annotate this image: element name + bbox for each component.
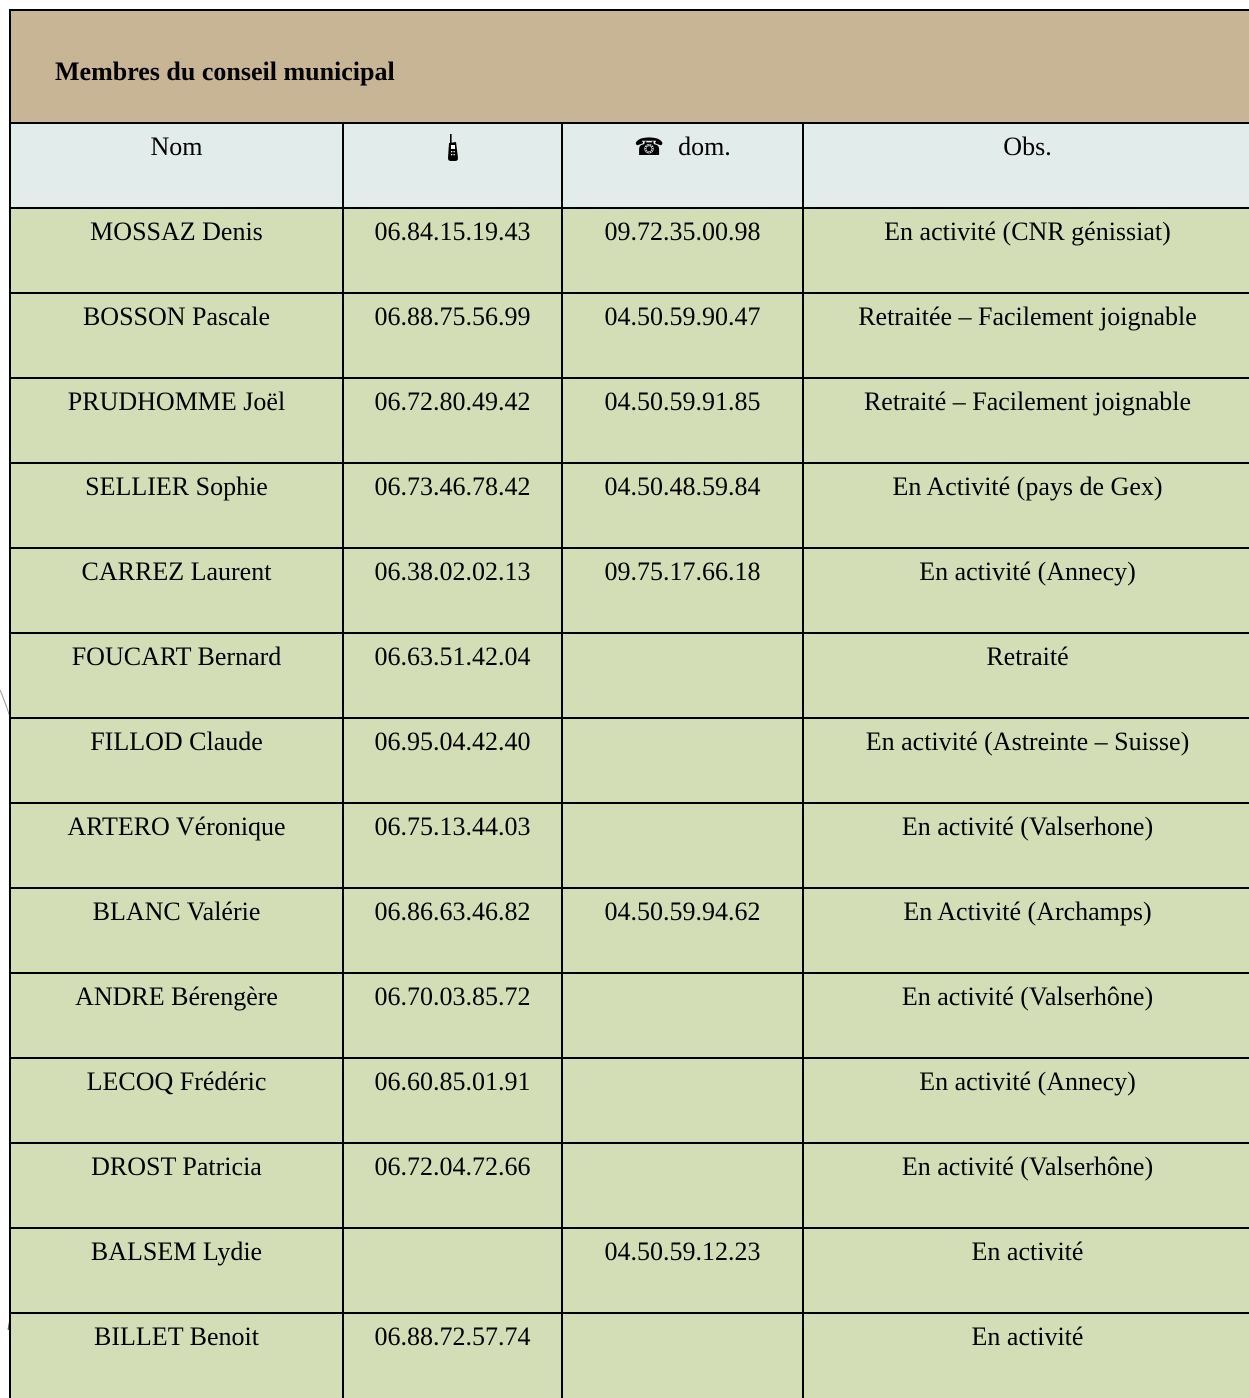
cell-obs: En Activité (Archamps) xyxy=(803,888,1249,973)
cell-name: BALSEM Lydie xyxy=(10,1228,343,1313)
council-members-table xyxy=(9,122,1249,1398)
cell-mobile: 06.88.75.56.99 xyxy=(343,293,562,378)
table-header-row xyxy=(10,123,1249,208)
column-header-home xyxy=(562,123,803,208)
cell-mobile: 06.84.15.19.43 xyxy=(343,208,562,293)
cell-obs: Retraité xyxy=(803,633,1249,718)
cell-name: ANDRE Bérengère xyxy=(10,973,343,1058)
table-row xyxy=(10,633,1249,718)
telephone-icon: ☎ xyxy=(634,133,665,161)
cell-home: 09.72.35.00.98 xyxy=(562,208,803,293)
table-title-band xyxy=(9,9,1249,122)
cell-home xyxy=(562,633,803,718)
table-row xyxy=(10,1058,1249,1143)
table-row xyxy=(10,293,1249,378)
table-title: Membres du conseil municipal xyxy=(55,57,395,86)
column-header-obs: Obs. xyxy=(803,123,1249,208)
cell-home xyxy=(562,1313,803,1398)
cell-home xyxy=(562,718,803,803)
table-row xyxy=(10,463,1249,548)
table-row xyxy=(10,1313,1249,1398)
column-header-name: Nom xyxy=(10,123,343,208)
cell-name: PRUDHOMME Joël xyxy=(10,378,343,463)
cell-mobile: 06.60.85.01.91 xyxy=(343,1058,562,1143)
cell-mobile: 06.38.02.02.13 xyxy=(343,548,562,633)
cell-home xyxy=(562,1143,803,1228)
cell-obs: En activité (Annecy) xyxy=(803,1058,1249,1143)
cell-obs: En activité (Astreinte – Suisse) xyxy=(803,718,1249,803)
cell-mobile: 06.63.51.42.04 xyxy=(343,633,562,718)
column-header-mobile xyxy=(343,123,562,208)
cell-obs: En activité (Valserhone) xyxy=(803,803,1249,888)
cell-name: SELLIER Sophie xyxy=(10,463,343,548)
cell-obs: En activité xyxy=(803,1228,1249,1313)
cell-name: FILLOD Claude xyxy=(10,718,343,803)
table-row xyxy=(10,718,1249,803)
cell-mobile: 06.73.46.78.42 xyxy=(343,463,562,548)
table-row xyxy=(10,1143,1249,1228)
cell-obs: En activité (Valserhône) xyxy=(803,973,1249,1058)
cell-name: CARREZ Laurent xyxy=(10,548,343,633)
cell-mobile: 06.72.80.49.42 xyxy=(343,378,562,463)
cell-name: DROST Patricia xyxy=(10,1143,343,1228)
cell-home: 04.50.59.12.23 xyxy=(562,1228,803,1313)
cell-mobile: 06.72.04.72.66 xyxy=(343,1143,562,1228)
cell-mobile xyxy=(343,1228,562,1313)
cell-obs: En activité (Annecy) xyxy=(803,548,1249,633)
cell-mobile: 06.95.04.42.40 xyxy=(343,718,562,803)
cell-mobile: 06.88.72.57.74 xyxy=(343,1313,562,1398)
cell-name: MOSSAZ Denis xyxy=(10,208,343,293)
cell-name: LECOQ Frédéric xyxy=(10,1058,343,1143)
cell-mobile: 06.70.03.85.72 xyxy=(343,973,562,1058)
column-header-home-label: dom. xyxy=(678,132,731,161)
cell-mobile: 06.75.13.44.03 xyxy=(343,803,562,888)
cell-obs: Retraité – Facilement joignable xyxy=(803,378,1249,463)
cell-obs: En activité (Valserhône) xyxy=(803,1143,1249,1228)
cell-home: 04.50.59.94.62 xyxy=(562,888,803,973)
cell-obs: En Activité (pays de Gex) xyxy=(803,463,1249,548)
cell-name: FOUCART Bernard xyxy=(10,633,343,718)
table-row xyxy=(10,803,1249,888)
cell-home: 04.50.48.59.84 xyxy=(562,463,803,548)
cell-home xyxy=(562,973,803,1058)
table-row xyxy=(10,208,1249,293)
cell-obs: En activité xyxy=(803,1313,1249,1398)
cell-home: 04.50.59.90.47 xyxy=(562,293,803,378)
table-row xyxy=(10,888,1249,973)
table-row xyxy=(10,378,1249,463)
cell-home: 09.75.17.66.18 xyxy=(562,548,803,633)
cell-name: BILLET Benoit xyxy=(10,1313,343,1398)
table-row xyxy=(10,1228,1249,1313)
table-row xyxy=(10,973,1249,1058)
cell-name: ARTERO Véronique xyxy=(10,803,343,888)
cell-obs: Retraitée – Facilement joignable xyxy=(803,293,1249,378)
cell-mobile: 06.86.63.46.82 xyxy=(343,888,562,973)
cell-name: BOSSON Pascale xyxy=(10,293,343,378)
mobile-phone-icon xyxy=(447,134,459,162)
cell-home xyxy=(562,1058,803,1143)
cell-obs: En activité (CNR génissiat) xyxy=(803,208,1249,293)
cell-home: 04.50.59.91.85 xyxy=(562,378,803,463)
cell-home xyxy=(562,803,803,888)
cell-name: BLANC Valérie xyxy=(10,888,343,973)
table-row xyxy=(10,548,1249,633)
